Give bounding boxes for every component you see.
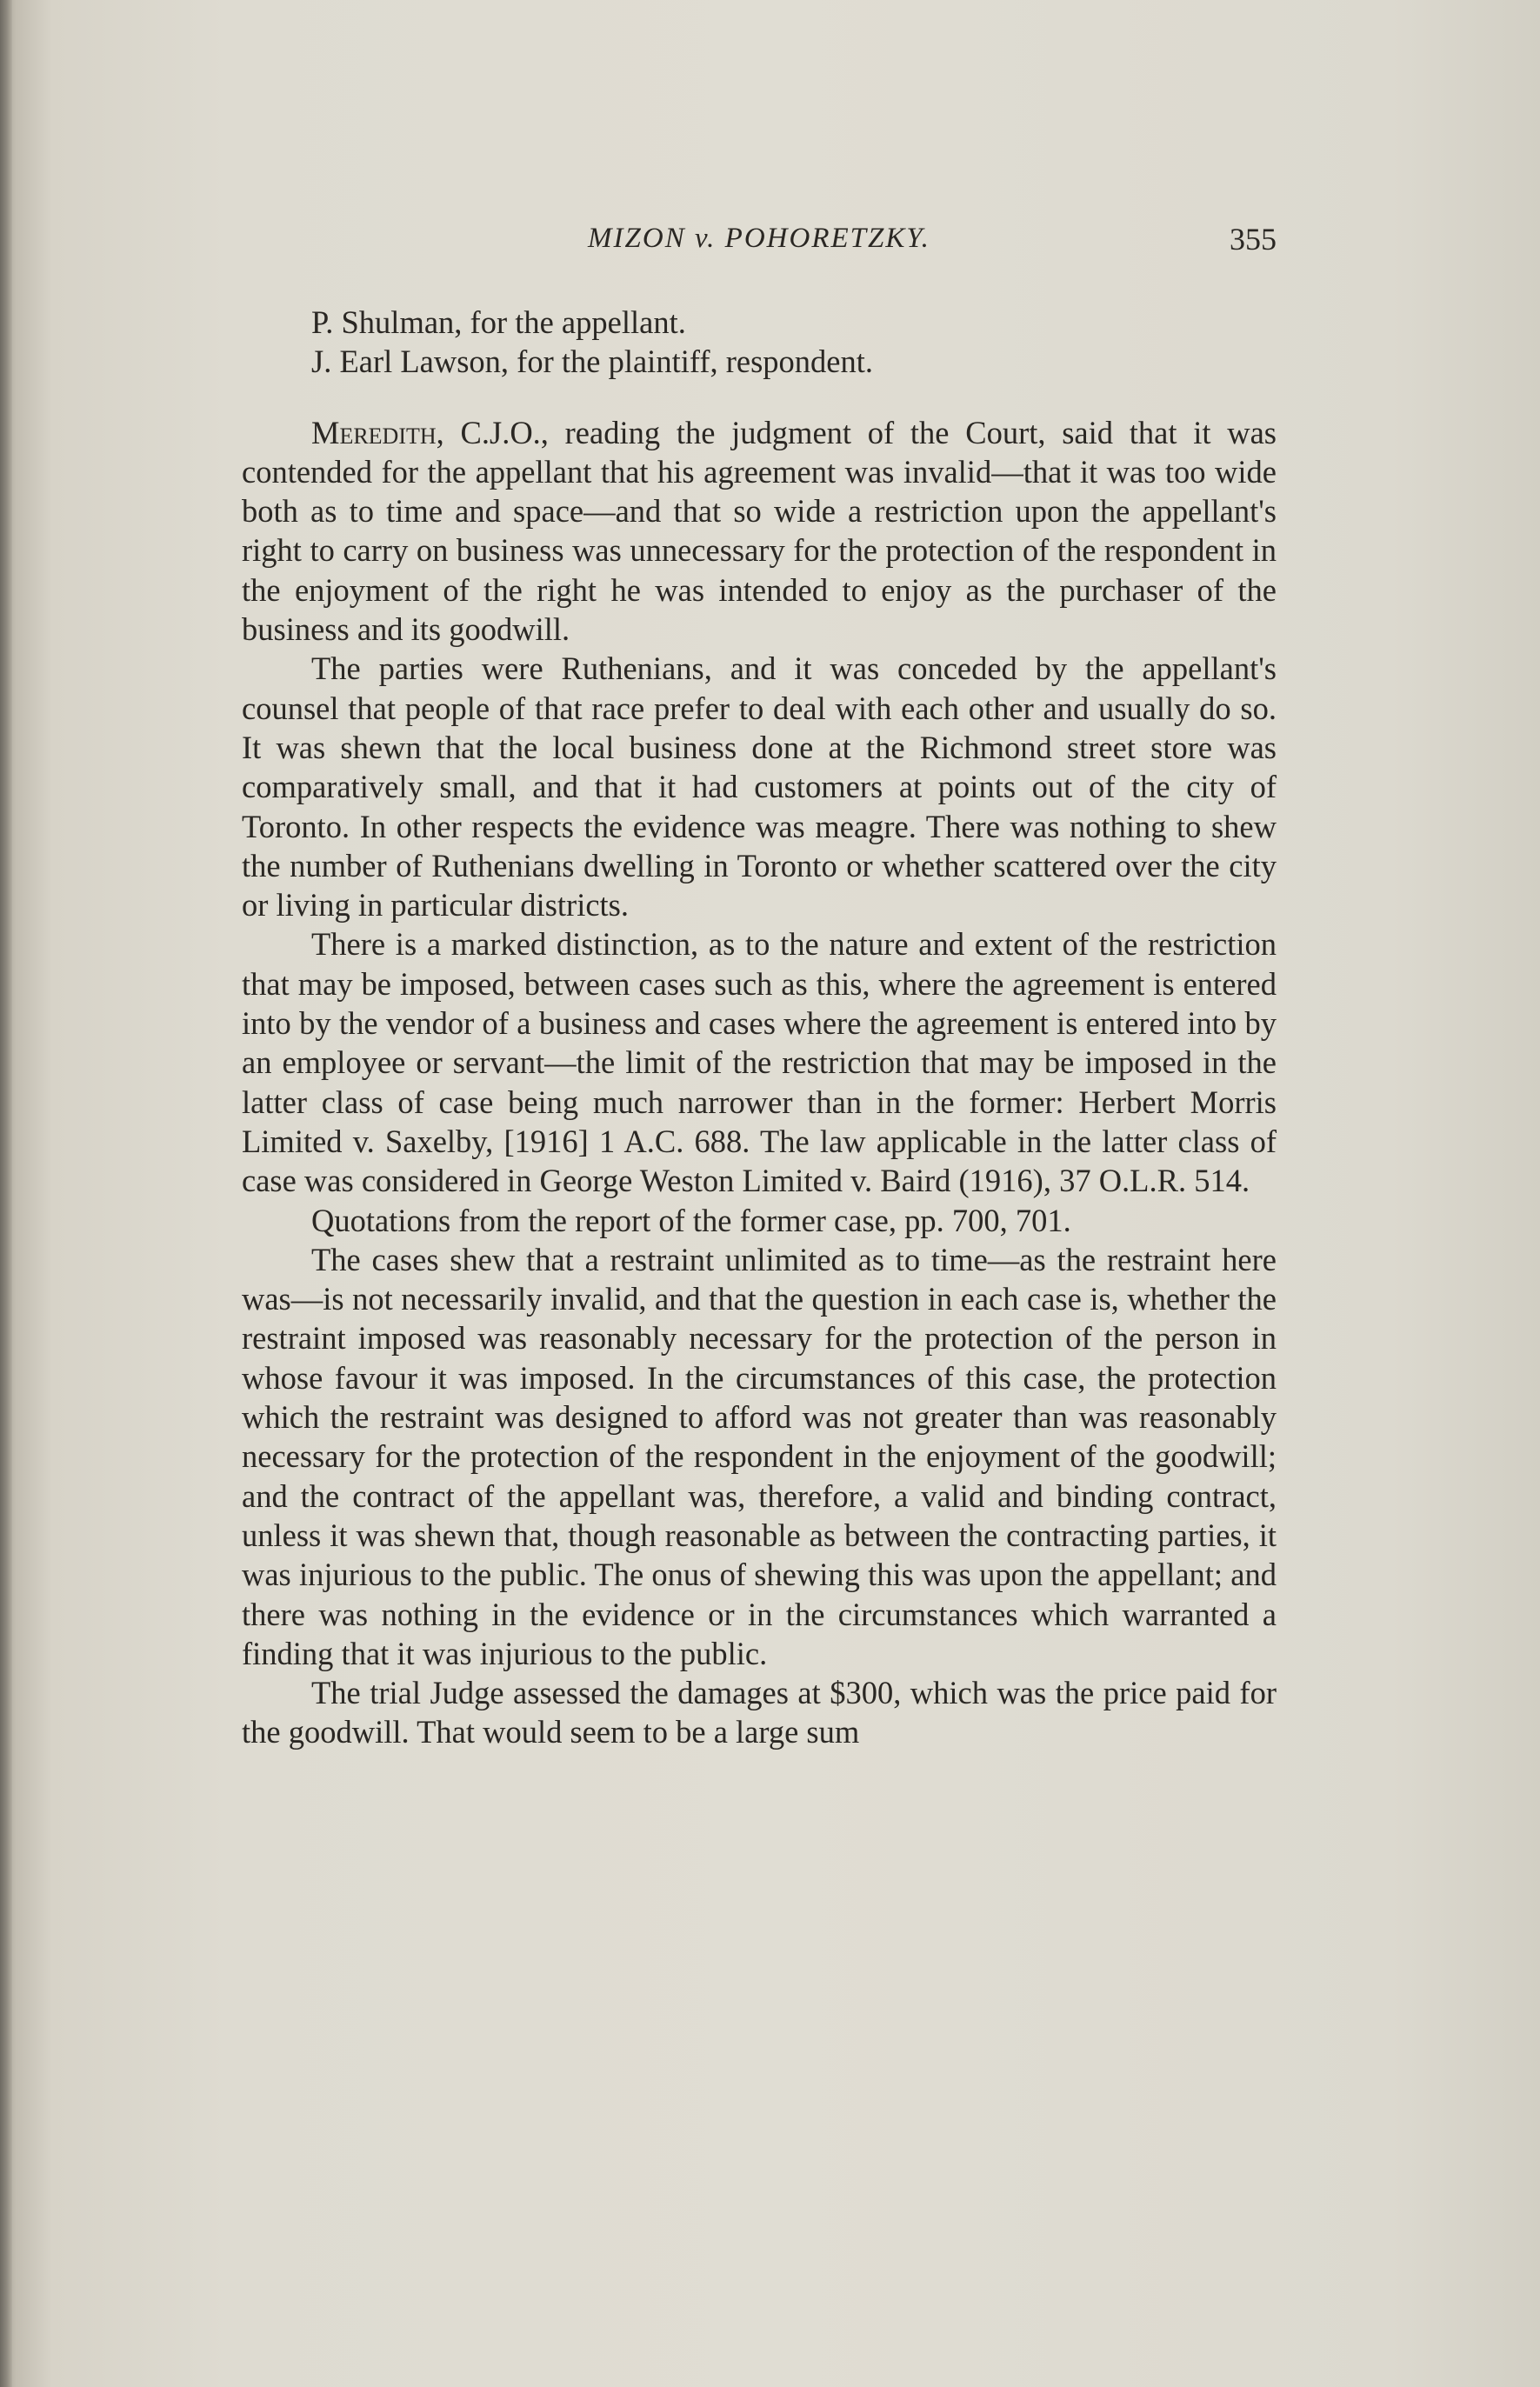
paragraph-3: There is a marked distinction, as to the nature and extent of the restriction that may be imposed, between cases such as this, where the agreement is entered into by the vendor of a business and cases where the agreement is entered into by an employee or servant—the limit of the restriction that may be imposed in the latter class of case being much narrower than in the former: Herbert Morris Limited v. Saxelby, [1916] 1 A.C. 688. The law applicable in the latter class of case was considered in George Weston Limited v. Baird (1916), 37 O.L.R. 514. bbox=[242, 926, 1277, 1199]
judge-name: Meredith bbox=[311, 414, 437, 450]
paragraph-2: The parties were Ruthenians, and it was conceded by the appellant's counsel that people of that race prefer to deal with each other and usually do so. It was shewn that the local business done at the Richmond street store was comparatively small, and that it had customers at points out of the city of Toronto. In other respects the evidence was meagre. There was nothing to shew the number of Ruthenians dwelling in Toronto or whether scattered over the city or living in particular districts. bbox=[242, 650, 1277, 923]
book-spine-shadow bbox=[0, 0, 12, 2387]
paragraph-6: The trial Judge assessed the damages at $300, which was the price paid for the goodwill. That would seem to be a large sum bbox=[242, 1675, 1277, 1750]
paragraph-1 bbox=[242, 413, 1277, 650]
page-number: 355 bbox=[1230, 222, 1277, 257]
running-head bbox=[242, 217, 1277, 261]
counsel-appellant: P. Shulman, for the appellant. bbox=[311, 304, 686, 340]
paragraph-5: The cases shew that a restraint unlimited as to time—as the restraint here was—is not necessarily invalid, and that the question in each case is, whether the restraint imposed was reasonably necessary for the protection of the person in whose favour it was imposed. In the circumstances of this case, the protection which the restraint was designed to afford was not greater than was reasonably necessary for the protection of the respondent in the enjoyment of the goodwill; and the contract of the appellant was, therefore, a valid and binding contract, unless it was shewn that, though reasonable as between the contracting parties, it was injurious to the public. The onus of shewing this was upon the appellant; and there was nothing in the evidence or in the circumstances which warranted a finding that it was injurious to the public. bbox=[242, 1241, 1277, 1671]
paragraph-4: Quotations from the report of the former case, pp. 700, 701. bbox=[311, 1202, 1071, 1238]
paragraph-1-text: , C.J.O., reading the judgment of the Court, said that it was contended for the appellant that his agreement was invalid—that it was too wide both as to time and space—and that so wide a restriction upon the appellant's right to carry on business was unnecessary for the protection of the respondent in the enjoyment of the right he was intended to enjoy as the purchaser of the business and its goodwill. bbox=[242, 414, 1277, 648]
counsel-respondent: J. Earl Lawson, for the plaintiff, respondent. bbox=[311, 343, 874, 380]
page-body bbox=[242, 303, 1277, 1752]
case-title: MIZON v. POHORETZKY. bbox=[588, 223, 930, 254]
section-gap bbox=[242, 382, 1277, 413]
